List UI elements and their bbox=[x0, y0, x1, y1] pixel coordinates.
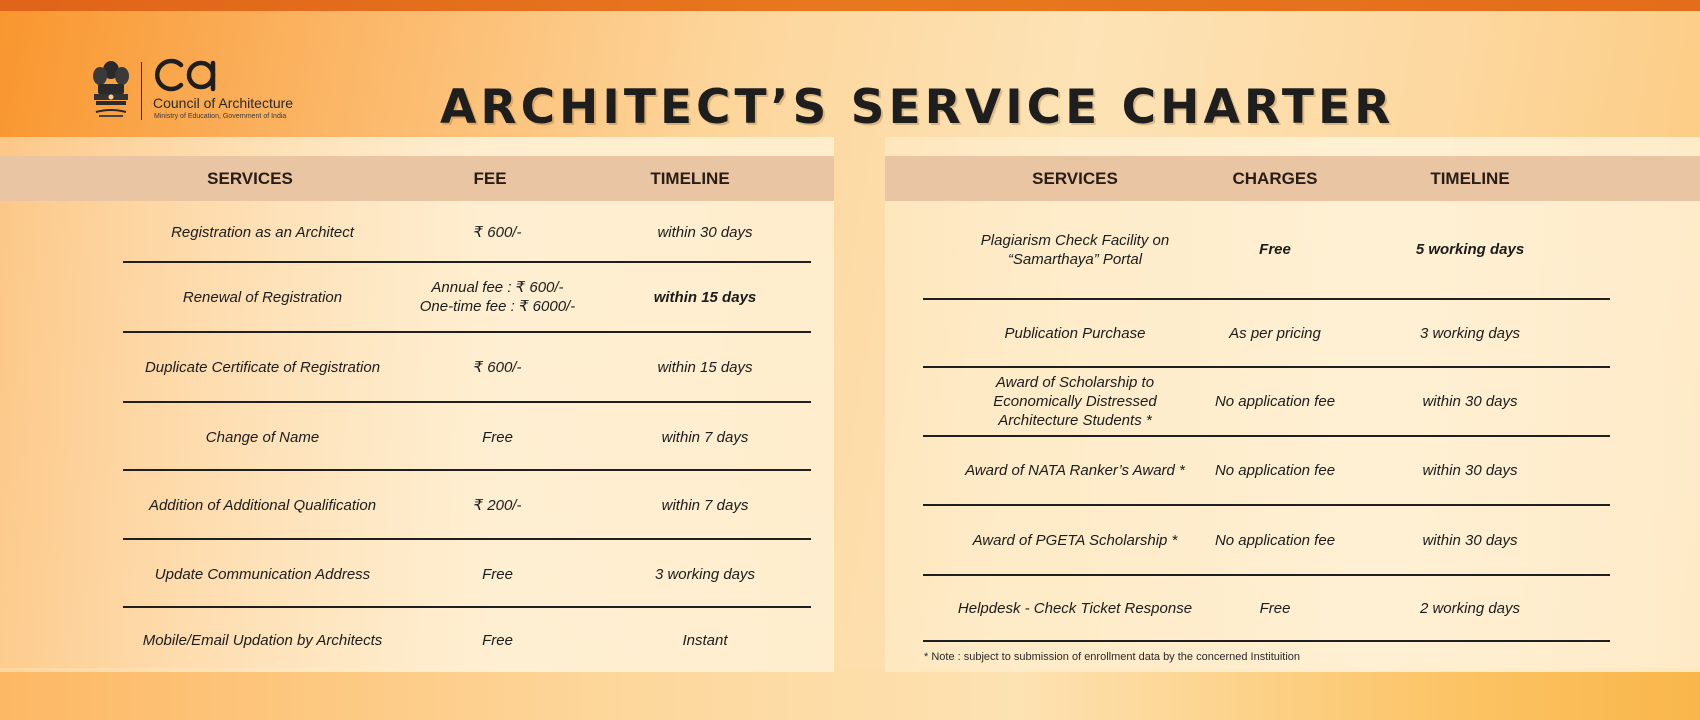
charges-cell: Free bbox=[1259, 241, 1291, 258]
service-cell: Helpdesk - Check Ticket Response bbox=[957, 599, 1193, 617]
table-row bbox=[0, 333, 834, 401]
service-cell: Plagiarism Check Facility on “Samarthaya” Portal bbox=[980, 231, 1170, 268]
service-cell: Publication Purchase bbox=[1004, 324, 1146, 342]
timeline-cell: within 30 days bbox=[657, 223, 753, 241]
service-cell: Registration as an Architect bbox=[171, 223, 354, 241]
service-cell: Award of NATA Ranker’s Award * bbox=[965, 462, 1185, 479]
table-row bbox=[885, 576, 1700, 640]
service-cell: Duplicate Certificate of Registration bbox=[144, 358, 381, 376]
footnote: * Note : subject to submission of enrollment data by the concerned Instituition bbox=[924, 651, 1301, 663]
table-row bbox=[0, 403, 834, 471]
fee-cell: Free bbox=[482, 631, 513, 649]
service-cell: Award of PGETA Scholarship * bbox=[972, 531, 1178, 549]
left-table-header bbox=[0, 156, 834, 201]
timeline-cell: within 30 days bbox=[1422, 531, 1518, 549]
column-header-charges: CHARGES bbox=[1232, 169, 1318, 188]
table-row bbox=[885, 201, 1700, 298]
column-header-services: SERVICES bbox=[1032, 169, 1118, 188]
table-row bbox=[0, 471, 834, 539]
timeline-cell: 3 working days bbox=[1419, 324, 1521, 342]
right-table-panel bbox=[885, 137, 1700, 672]
column-header-fee: FEE bbox=[473, 169, 507, 188]
timeline-cell: within 30 days bbox=[1422, 462, 1518, 479]
fee-cell: Annual fee : ₹ 600/- One-time fee : ₹ 6000/- bbox=[419, 279, 576, 315]
coa-logo-icon bbox=[151, 57, 223, 93]
timeline-cell: Instant bbox=[682, 631, 728, 649]
column-header-services: SERVICES bbox=[207, 169, 293, 188]
column-header-timeline: TIMELINE bbox=[1430, 169, 1510, 188]
right-table-header bbox=[885, 156, 1700, 201]
page-title: ARCHITECT’S SERVICE CHARTER bbox=[440, 80, 1395, 135]
fee-cell: ₹ 600/- bbox=[473, 223, 522, 241]
table-row bbox=[885, 368, 1700, 435]
fee-cell: Free bbox=[482, 565, 513, 583]
charges-cell: No application fee bbox=[1214, 393, 1336, 410]
table-row bbox=[0, 540, 834, 608]
table-row bbox=[885, 300, 1700, 366]
left-table-panel bbox=[0, 137, 834, 672]
brand-name: Council of Architecture bbox=[153, 95, 294, 111]
row-divider bbox=[923, 640, 1610, 642]
table-row bbox=[0, 201, 834, 263]
timeline-cell: 2 working days bbox=[1419, 599, 1521, 617]
fee-cell: Free bbox=[482, 428, 513, 446]
charges-cell: Free bbox=[1259, 599, 1291, 617]
charges-cell: No application fee bbox=[1214, 462, 1336, 479]
table-row bbox=[885, 437, 1700, 504]
timeline-cell: within 15 days bbox=[653, 288, 757, 306]
top-accent-bar bbox=[0, 0, 1700, 11]
timeline-cell: within 7 days bbox=[661, 496, 749, 514]
timeline-cell: 5 working days bbox=[1415, 241, 1525, 258]
bottom-band bbox=[0, 668, 1700, 720]
timeline-cell: 3 working days bbox=[654, 565, 756, 583]
brand-subtitle: Ministry of Education, Government of India bbox=[154, 113, 287, 120]
brand-divider bbox=[141, 62, 142, 120]
fee-cell: ₹ 600/- bbox=[473, 358, 522, 376]
timeline-cell: within 7 days bbox=[661, 428, 749, 446]
service-cell: Addition of Additional Qualification bbox=[148, 496, 377, 514]
table-row bbox=[0, 263, 834, 331]
table-row bbox=[885, 506, 1700, 574]
timeline-cell: within 30 days bbox=[1422, 393, 1518, 410]
service-cell: Award of Scholarship to Economically Distressed Architecture Students * bbox=[993, 374, 1157, 429]
service-cell: Update Communication Address bbox=[154, 565, 371, 583]
table-row bbox=[0, 608, 834, 672]
fee-cell: ₹ 200/- bbox=[473, 496, 522, 514]
national-emblem-icon bbox=[90, 56, 132, 122]
timeline-cell: within 15 days bbox=[657, 358, 753, 376]
service-cell: Renewal of Registration bbox=[182, 288, 343, 306]
column-header-timeline: TIMELINE bbox=[650, 169, 730, 188]
charges-cell: No application fee bbox=[1214, 531, 1336, 549]
charges-cell: As per pricing bbox=[1229, 324, 1321, 342]
service-cell: Mobile/Email Updation by Architects bbox=[142, 631, 383, 649]
service-cell: Change of Name bbox=[205, 428, 320, 446]
